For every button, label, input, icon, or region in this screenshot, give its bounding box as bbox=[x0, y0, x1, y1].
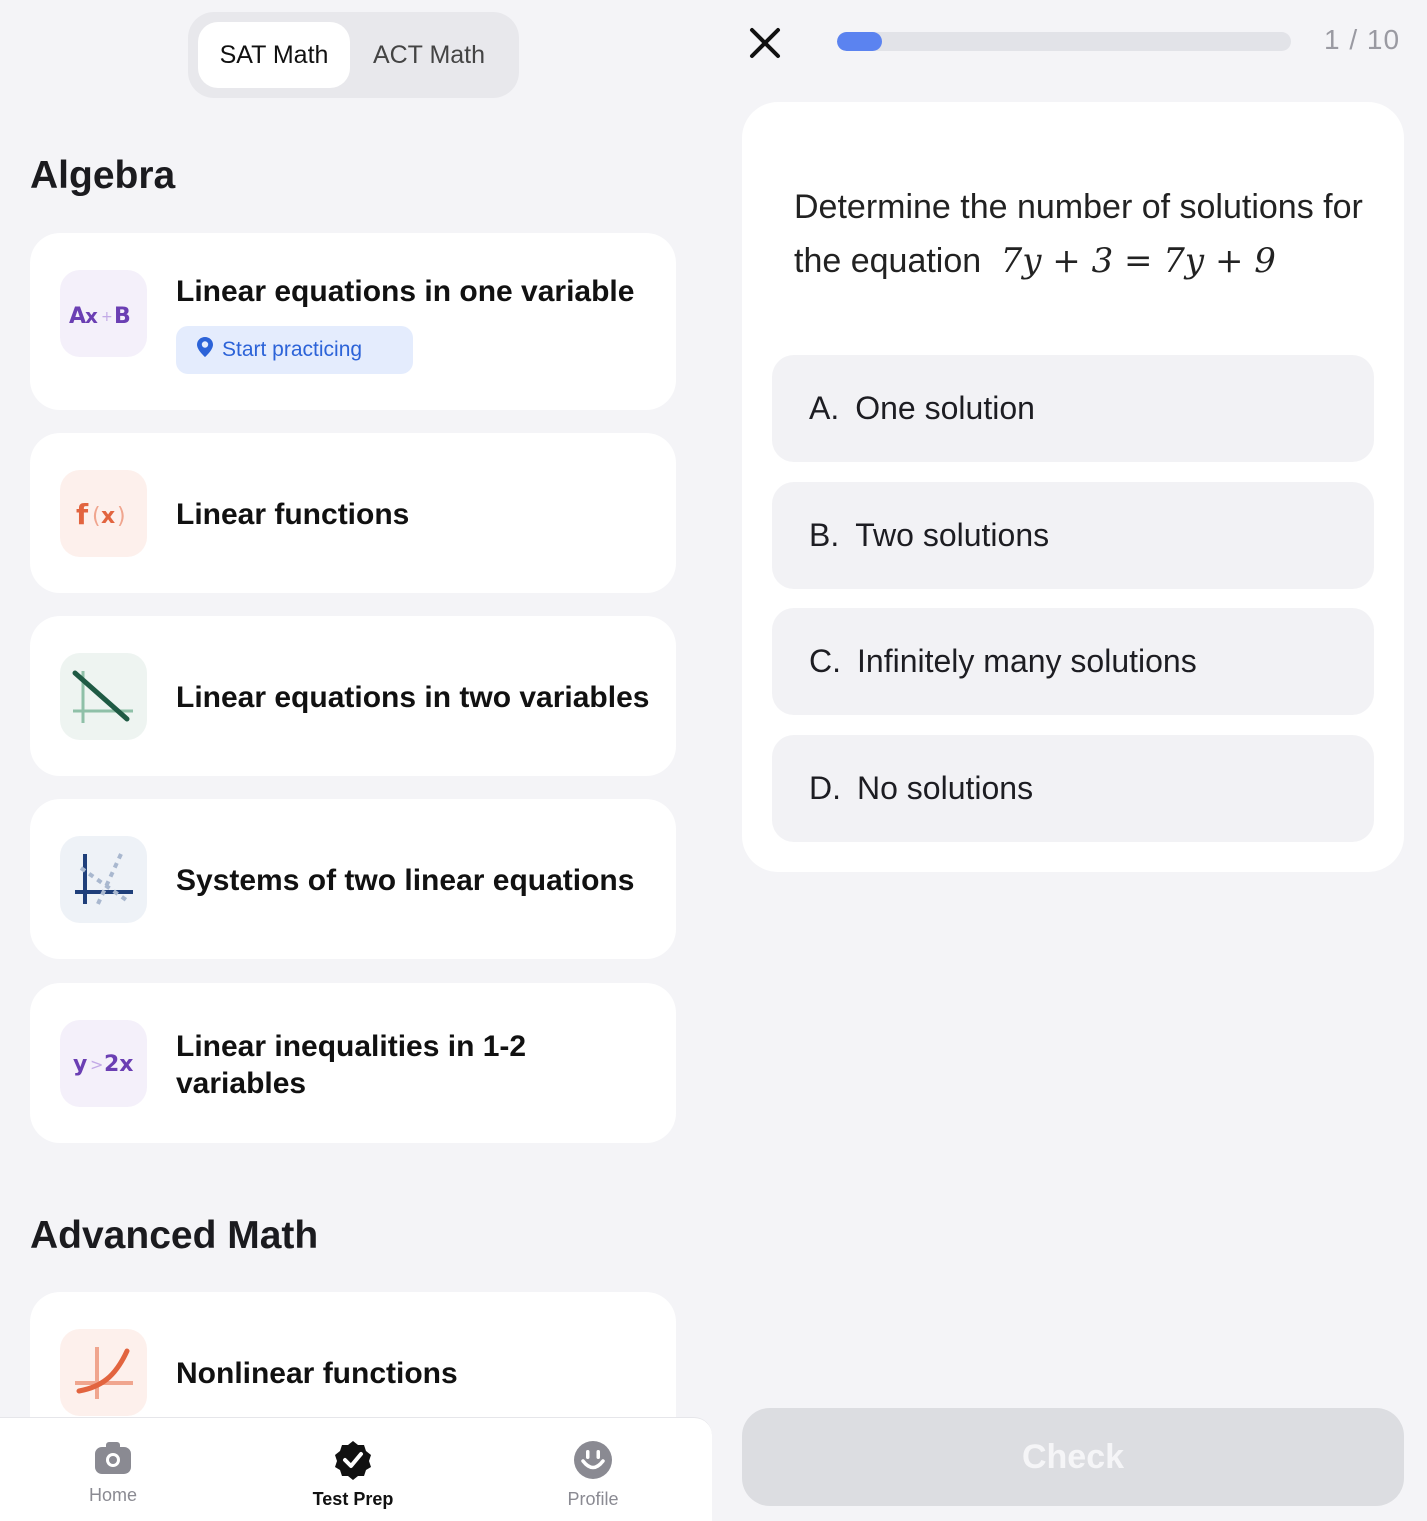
section-title-algebra: Algebra bbox=[30, 154, 176, 197]
topic-card-linear-inequalities[interactable] bbox=[30, 983, 676, 1143]
question-card bbox=[742, 102, 1404, 872]
progress-bar bbox=[837, 32, 1291, 51]
nav-home-label: Home bbox=[88, 1485, 137, 1505]
progress-counter: 1 / 10 bbox=[1324, 24, 1401, 55]
location-pin-icon bbox=[196, 336, 214, 364]
check-button[interactable]: Check bbox=[742, 1408, 1404, 1506]
option-letter: C. bbox=[809, 643, 841, 679]
progress-bar-fill bbox=[837, 32, 882, 51]
answer-option-c[interactable] bbox=[772, 608, 1374, 715]
curve-graph-icon bbox=[60, 1329, 147, 1416]
nav-test-prep[interactable] bbox=[293, 1440, 413, 1510]
option-text: Infinitely many solutions bbox=[857, 643, 1197, 679]
svg-text:(: ( bbox=[91, 503, 101, 529]
topic-title: Linear equations in two variables bbox=[176, 681, 650, 714]
intersecting-lines-icon bbox=[60, 836, 147, 923]
topic-title: Linear functions bbox=[176, 498, 410, 531]
y-greater-than-2x-icon bbox=[60, 1020, 147, 1107]
close-button[interactable] bbox=[746, 24, 784, 62]
camera-icon bbox=[93, 1463, 133, 1480]
line-graph-icon bbox=[60, 653, 147, 740]
option-letter: B. bbox=[809, 517, 840, 553]
option-text: No solutions bbox=[857, 770, 1034, 806]
topics-pane bbox=[0, 0, 712, 1521]
tab-act-math[interactable]: ACT Math bbox=[372, 40, 486, 69]
section-title-advanced-math: Advanced Math bbox=[30, 1214, 319, 1257]
topic-title: Linear equations in one variable bbox=[176, 275, 635, 308]
topic-title: Systems of two linear equations bbox=[176, 864, 635, 897]
answer-option-b[interactable] bbox=[772, 482, 1374, 589]
nav-profile[interactable] bbox=[533, 1440, 653, 1510]
topic-title: Linear inequalities in 1-2 variables bbox=[176, 1030, 527, 1100]
svg-text:x: x bbox=[100, 503, 115, 529]
ax-plus-b-icon bbox=[60, 270, 147, 357]
tab-sat-math[interactable]: SAT Math bbox=[198, 22, 350, 88]
f-of-x-icon bbox=[60, 470, 147, 557]
option-text: Two solutions bbox=[855, 517, 1050, 553]
topic-card-linear-equations-two-variables[interactable] bbox=[30, 616, 676, 776]
question-text bbox=[794, 180, 1374, 288]
svg-text:): ) bbox=[116, 503, 126, 529]
nav-home[interactable] bbox=[53, 1440, 173, 1506]
option-letter: D. bbox=[809, 770, 841, 806]
quiz-pane bbox=[712, 0, 1427, 1521]
svg-text:2x: 2x bbox=[103, 1051, 133, 1077]
answer-option-a[interactable] bbox=[772, 355, 1374, 462]
exam-toggle bbox=[188, 12, 519, 98]
svg-text:+: + bbox=[100, 308, 113, 325]
topic-title: Nonlinear functions bbox=[176, 1357, 458, 1390]
topic-card-linear-equations-one-variable[interactable] bbox=[30, 233, 676, 410]
option-text: One solution bbox=[855, 390, 1035, 426]
svg-text:x: x bbox=[84, 303, 98, 328]
close-icon bbox=[746, 24, 784, 62]
smiley-icon bbox=[573, 1467, 613, 1484]
nav-profile-label: Profile bbox=[567, 1489, 619, 1509]
topic-card-linear-functions[interactable] bbox=[30, 433, 676, 593]
option-letter: A. bbox=[809, 390, 840, 426]
svg-text:>: > bbox=[89, 1054, 103, 1074]
svg-text:f: f bbox=[75, 497, 88, 531]
verified-badge-icon bbox=[333, 1467, 373, 1484]
question-equation: 7y + 3 = 7y + 9 bbox=[1000, 241, 1276, 281]
svg-text:A: A bbox=[68, 303, 86, 329]
topic-card-systems-two-linear-equations[interactable] bbox=[30, 799, 676, 959]
question-prompt: Determine the number of solutions for the equation bbox=[794, 188, 1363, 280]
bottom-nav bbox=[0, 1417, 712, 1521]
svg-text:y: y bbox=[72, 1051, 87, 1077]
nav-test-prep-label: Test Prep bbox=[312, 1489, 394, 1509]
start-practicing-button[interactable] bbox=[176, 326, 413, 374]
svg-text:B: B bbox=[113, 303, 131, 329]
answer-option-d[interactable] bbox=[772, 735, 1374, 842]
start-practicing-label: Start practicing bbox=[222, 338, 363, 361]
